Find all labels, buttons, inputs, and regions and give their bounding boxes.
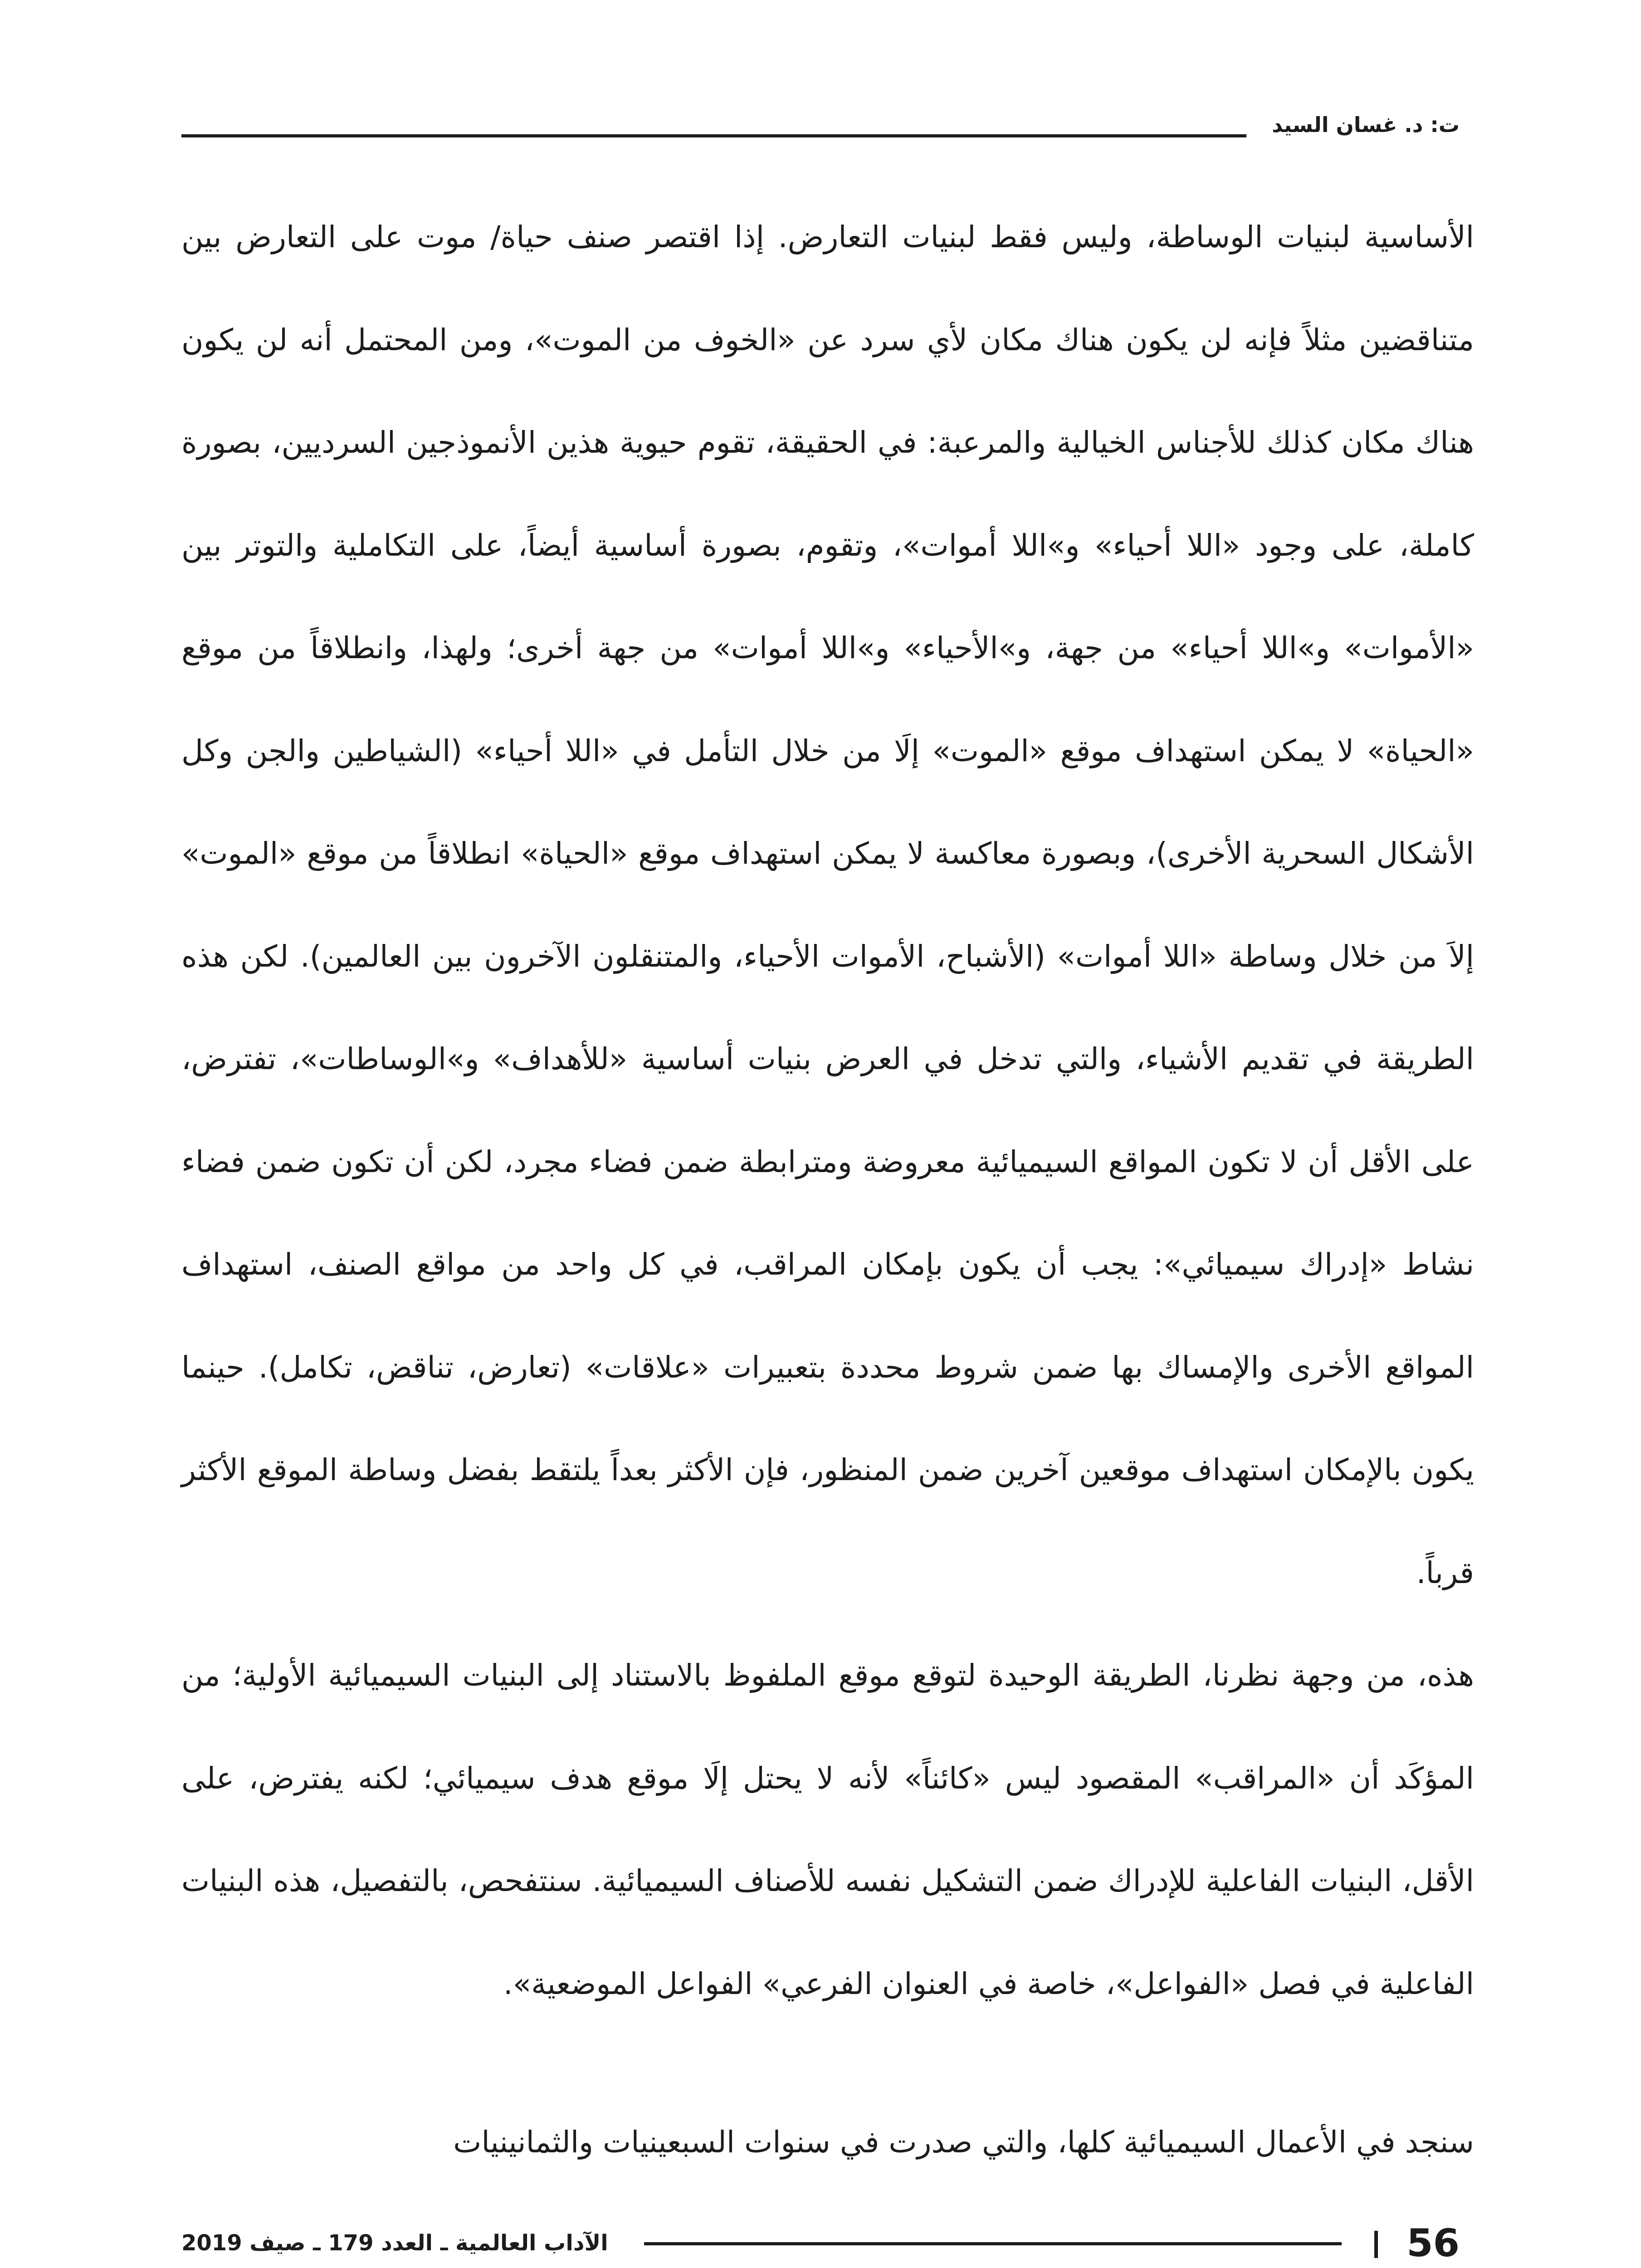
body-text [181, 186, 1474, 2035]
paragraph-1: الأساسية لبنيات الوساطة، وليس فقط لبنيات التعارض. إذا اقتصر صنف حياة/ موت على التعارض بين متناقضين مثلاً فإنه لن يكون هناك مكان لأي سرد عن «الخوف من الموت»، ومن المحتمل أنه لن يكون هناك مكان كذلك للأجناس الخيالية والمرعبة: في الحقيقة، تقوم حيوية هذين الأنموذجين السرديين، بصورة كاملة، على وجود «اللا أحياء» و»اللا أموات»، وتقوم، بصورة أساسية أيضاً، على التكاملية والتوتر بين «الأموات» و»اللا أحياء» من جهة، و»الأحياء» و»اللا أموات» من جهة أخرى؛ ولهذا، وانطلاقاً من موقع «الحياة» لا يمكن استهداف موقع «الموت» إلَا من خلال التأمل في «اللا أحياء» (الشياطين والجن وكل الأشكال السحرية الأخرى)، وبصورة معاكسة لا يمكن استهداف موقع «الحياة» انطلاقاً من موقع «الموت» إلاَ من خلال وساطة «اللا أموات» (الأشباح، الأموات الأحياء، والمتنقلون الآخرون بين العالمين). لكن هذه الطريقة في تقديم الأشياء، والتي تدخل في العرض بنيات أساسية «للأهداف» و»الوساطات»، تفترض، على الأقل أن لا تكون المواقع السيميائية معروضة ومترابطة ضمن فضاء مجرد، لكن أن تكون ضمن فضاء نشاط «إدراك سيميائي»: يجب أن يكون بإمكان المراقب، في كل واحد من مواقع الصنف، استهداف المواقع الأخرى والإمساك بها ضمن شروط محددة بتعبيرات «علاقات» (تعارض، تناقض، تكامل). حينما يكون بالإمكان استهداف موقعين آخرين ضمن المنظور، فإن الأكثر بعداً يلتقط بفضل وساطة الموقع الأكثر قرباً. [181, 220, 1474, 1590]
footer-separator-bar [1374, 2231, 1378, 2258]
page-footer [181, 2218, 1460, 2268]
page-number: 56 [1407, 2221, 1460, 2265]
footer-rule [644, 2242, 1342, 2245]
header-rule [181, 134, 1246, 137]
header-author: ت: د. غسان السيد [1272, 112, 1460, 137]
continuation-line: سنجد في الأعمال السيميائية كلها، والتي صدرت في سنوات السبعينيات والثمانينيات [453, 2125, 1474, 2160]
journal-issue: الآداب العالمية ـ العدد 179 ـ صيف 2019 [181, 2230, 608, 2256]
running-header [181, 109, 1460, 145]
paragraph-2: هذه، من وجهة نظرنا، الطريقة الوحيدة لتوقع موقع الملفوظ بالاستناد إلى البنيات السيميائية الأولية؛ من المؤكَد أن «المراقب» المقصود ليس «كائناً» لأنه لا يحتل إلَا موقع هدف سيميائي؛ لكنه يفترض، على الأقل، البنيات الفاعلية للإدراك ضمن التشكيل نفسه للأصناف السيميائية. سنتفحص، بالتفصيل، هذه البنيات الفاعلية في فصل «الفواعل»، خاصة في العنوان الفرعي» الفواعل الموضعية». [181, 1658, 1474, 2001]
